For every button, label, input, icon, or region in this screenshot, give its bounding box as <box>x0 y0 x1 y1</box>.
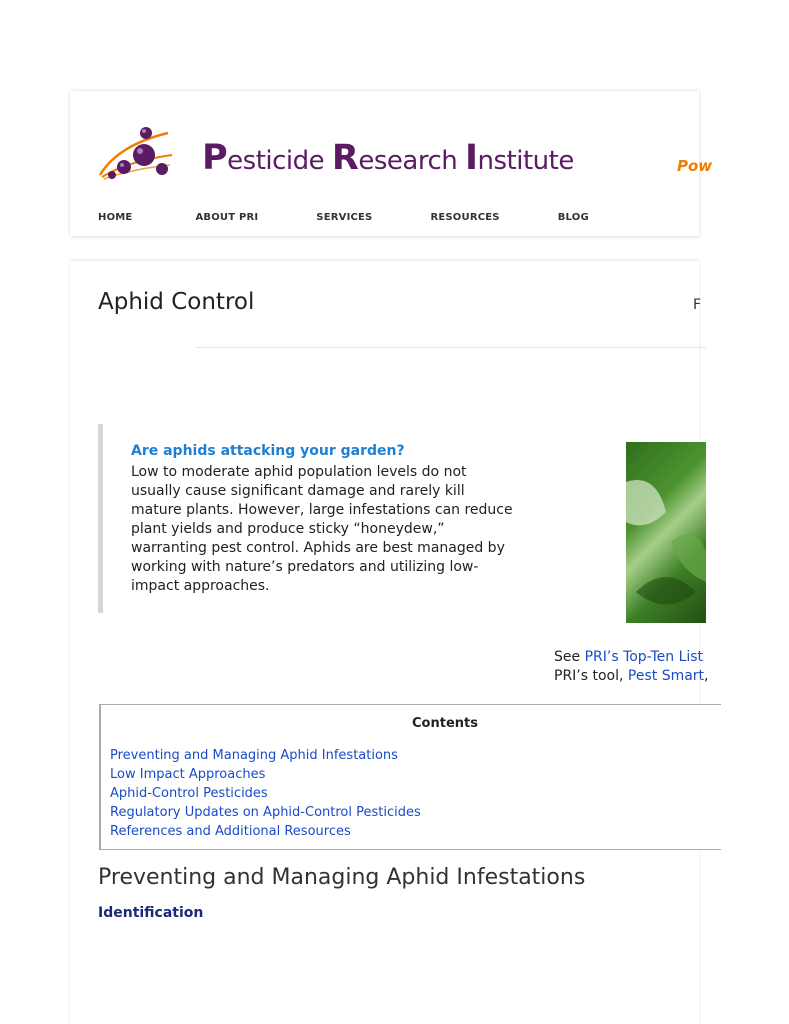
site-name-initial-i: I <box>465 138 478 178</box>
page-title-aside: F <box>693 297 702 313</box>
page-title: Aphid Control <box>98 289 255 315</box>
content-area <box>70 261 709 1024</box>
nav-about-pri[interactable]: ABOUT PRI <box>195 212 259 223</box>
see-also-prefix-1: See <box>554 649 585 665</box>
toc-item <box>110 803 421 822</box>
site-header <box>70 91 713 236</box>
toc-item <box>110 765 421 784</box>
nav-blog[interactable]: BLOG <box>557 212 589 223</box>
see-also-prefix-2: PRI’s tool, <box>554 668 628 684</box>
toc-item <box>110 784 421 803</box>
leaf-photo <box>626 442 706 623</box>
toc-link-pesticides[interactable]: Aphid-Control Pesticides <box>110 786 268 801</box>
nav-home[interactable]: HOME <box>98 212 133 223</box>
top-ten-list-link[interactable]: PRI’s Top-Ten List <box>584 649 704 665</box>
site-name-initial-p: P <box>202 138 228 178</box>
site-name-word-2: esearch <box>358 146 465 176</box>
site-name-word-1: esticide <box>227 146 332 176</box>
section-title: Preventing and Managing Aphid Infestations <box>98 865 586 890</box>
nav-resources[interactable]: RESOURCES <box>430 212 500 223</box>
site-tagline: Pow <box>677 157 713 175</box>
callout-heading: Are aphids attacking your garden? <box>131 443 405 459</box>
pest-smart-link[interactable]: Pest Smart <box>627 668 705 684</box>
toc-link-regulatory[interactable]: Regulatory Updates on Aphid-Control Pesticides <box>110 805 421 820</box>
site-name[interactable] <box>202 138 574 178</box>
title-divider <box>196 347 706 348</box>
toc-link-preventing[interactable]: Preventing and Managing Aphid Infestations <box>110 748 398 763</box>
site-name-word-3: nstitute <box>477 146 574 176</box>
main-nav <box>98 212 589 223</box>
toc-list <box>110 746 421 841</box>
site-name-initial-r: R <box>331 138 359 178</box>
leaf-photo-graphic <box>626 442 706 623</box>
table-of-contents <box>99 704 721 850</box>
toc-link-references[interactable]: References and Additional Resources <box>110 824 351 839</box>
callout-body: Low to moderate aphid population levels do not usually cause significant damage and rarely kill mature plants. However, large infestations can reduce plant yields and produce sticky “honeydew,” warranting pest control. Aphids are best managed by working with nature’s predators and utilizing low-impact approaches. <box>131 464 513 594</box>
section-subhead: Identification <box>98 905 204 921</box>
intro-callout <box>98 424 523 613</box>
nav-services[interactable]: SERVICES <box>316 212 373 223</box>
see-also-text <box>554 648 709 686</box>
molecule-logo-icon[interactable] <box>98 125 174 181</box>
toc-link-low-impact[interactable]: Low Impact Approaches <box>110 767 266 782</box>
toc-title: Contents <box>412 716 478 731</box>
see-also-suffix: , <box>704 668 709 684</box>
toc-item <box>110 746 421 765</box>
toc-item <box>110 822 421 841</box>
